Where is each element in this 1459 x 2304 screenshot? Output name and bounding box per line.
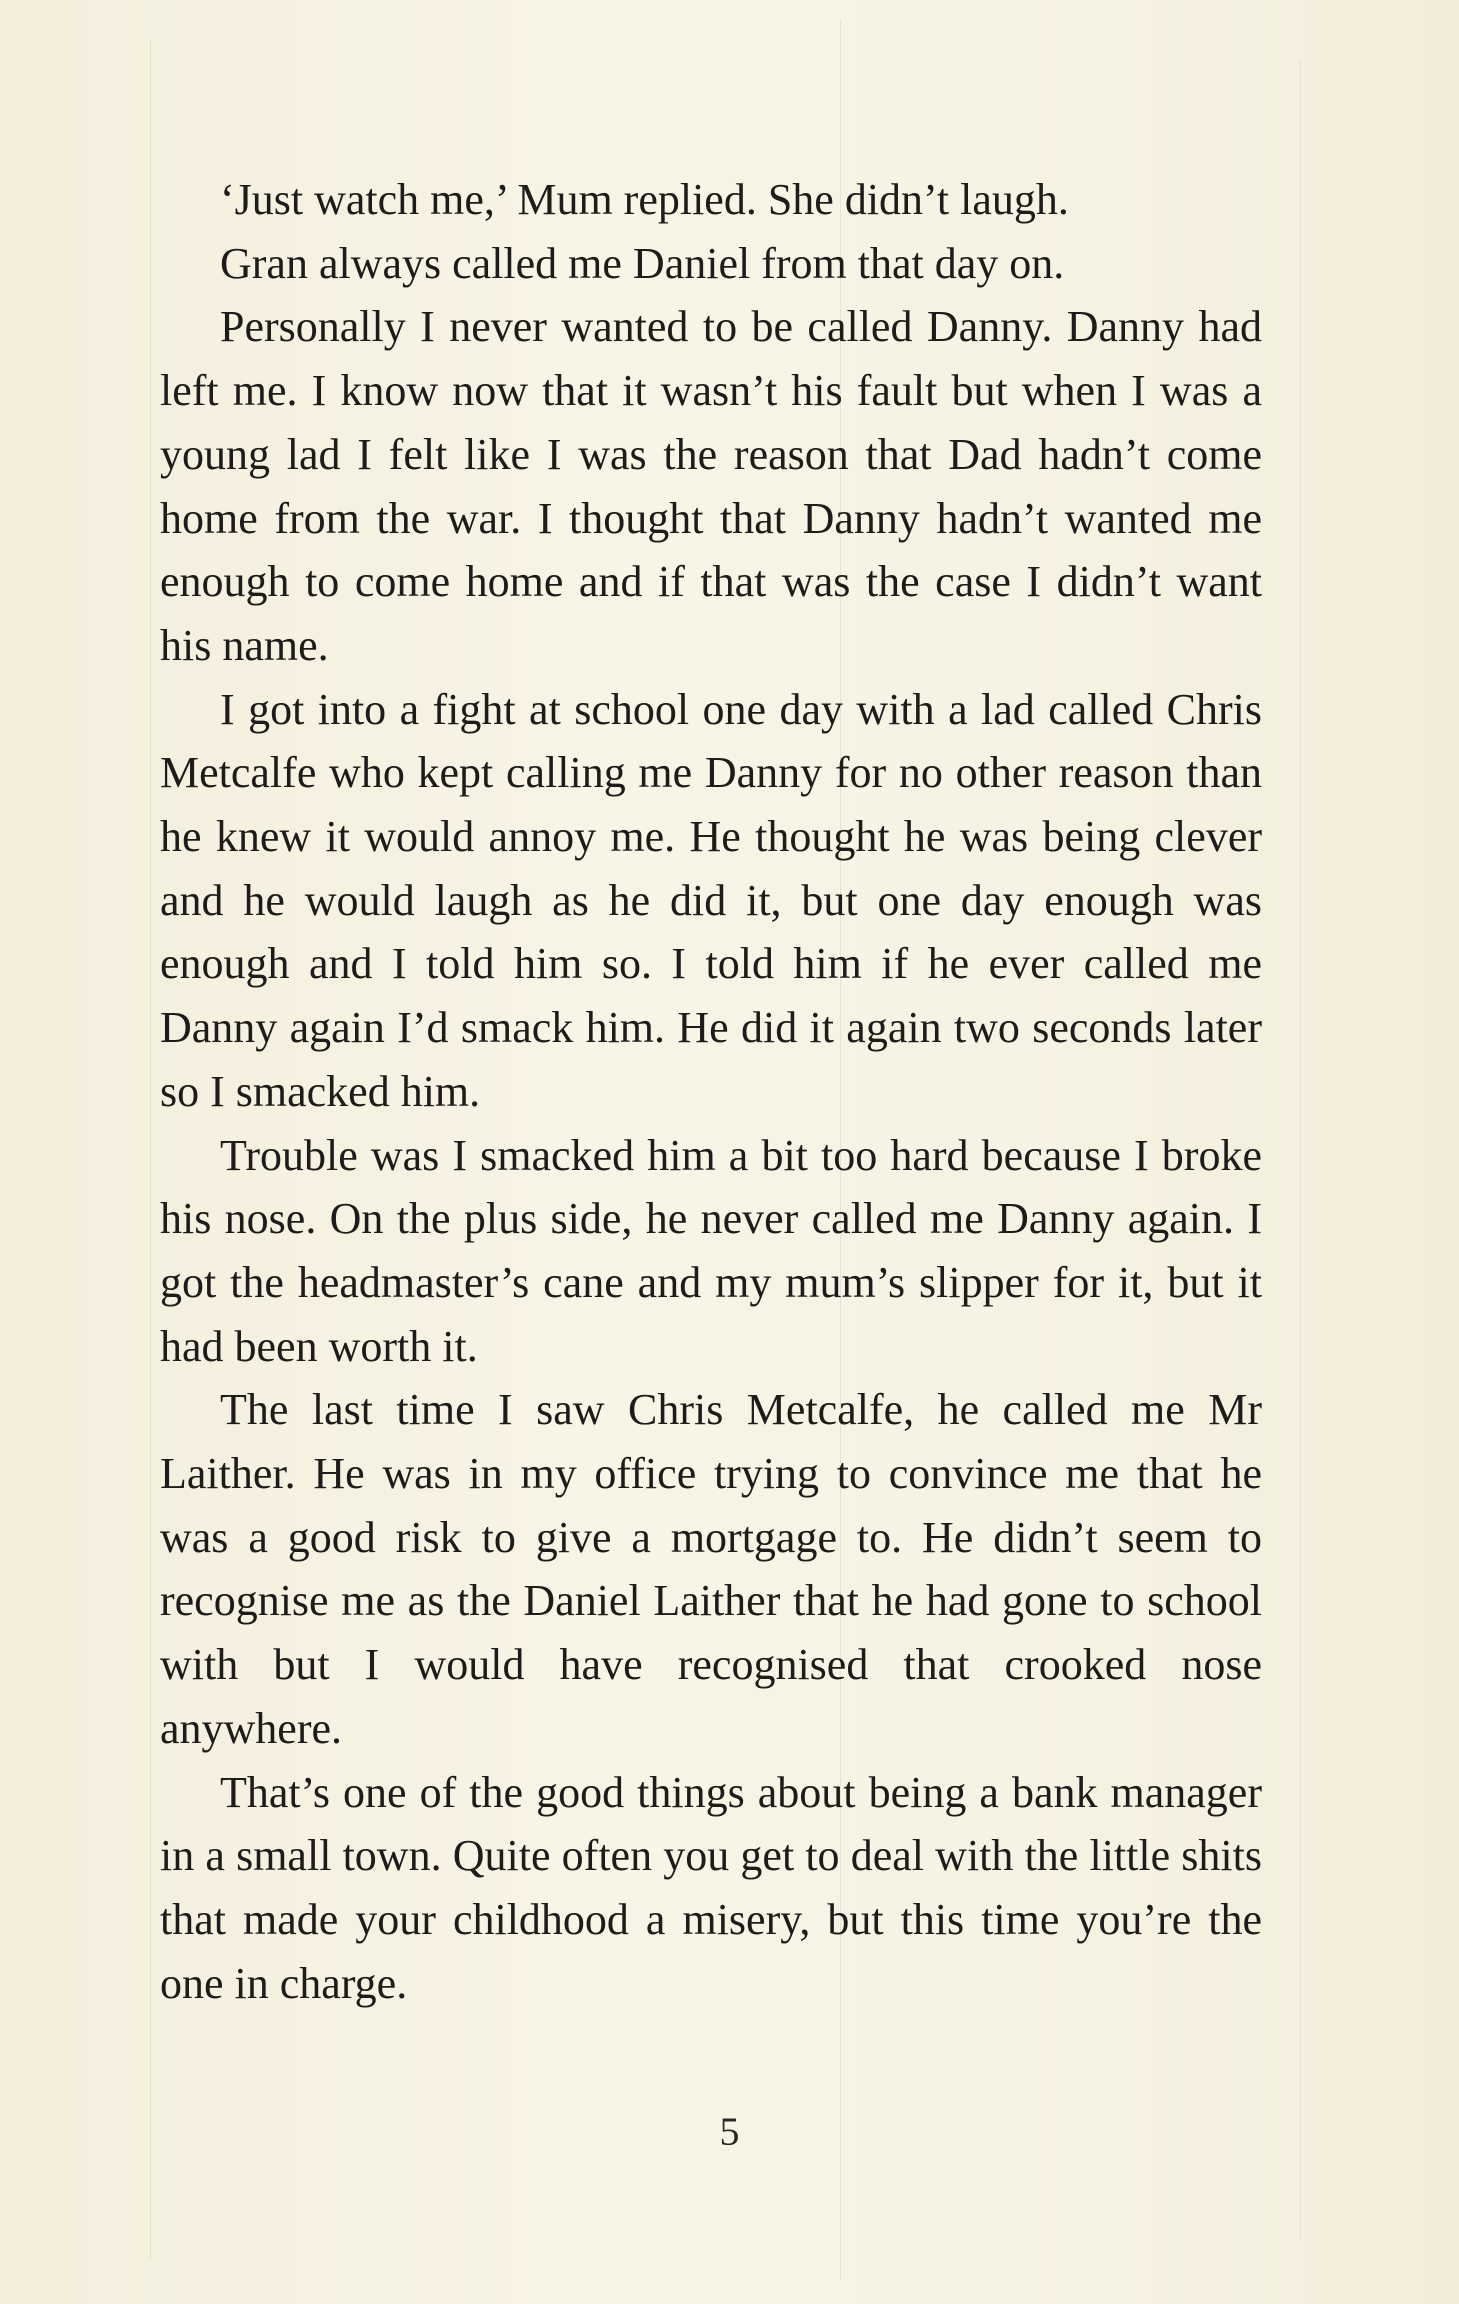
page-crease bbox=[1300, 60, 1301, 2240]
body-text bbox=[160, 168, 1262, 2015]
page-crease bbox=[150, 40, 151, 2260]
paragraph: The last time I saw Chris Metcalfe, he called me Mr Laither. He was in my office trying to convince me that he was a good risk to give a mortgage to. He didn’t seem to recognise me as the Daniel Laither that he had gone to school with but I would have recognised that crooked nose anywhere. bbox=[160, 1385, 1262, 1753]
paragraph: That’s one of the good things about being a bank manager in a small town. Quite often you get to deal with the little shits that made your childhood a misery, but this time you’re the one in charge. bbox=[160, 1767, 1262, 2008]
page-number: 5 bbox=[719, 2109, 740, 2154]
paragraph: Gran always called me Daniel from that day on. bbox=[220, 238, 1065, 288]
paragraph: I got into a fight at school one day with a lad called Chris Metcalfe who kept calling me Danny for no other reason than he knew it would annoy me. He thought he was being clever and he would laugh as he did it, but one day enough was enough and I told him so. I told him if he ever called me Danny again I’d smack him. He did it again two seconds later so I smacked him. bbox=[160, 684, 1262, 1116]
paragraph: ‘Just watch me,’ Mum replied. She didn’t laugh. bbox=[220, 175, 1069, 224]
paragraph: Trouble was I smacked him a bit too hard because I broke his nose. On the plus side, he never called me Danny again. I got the headmaster’s cane and my mum’s slipper for it, but it had been worth it. bbox=[160, 1130, 1262, 1371]
paragraph: Personally I never wanted to be called Danny. Danny had left me. I know now that it wasn’t his fault but when I was a young lad I felt like I was the reason that Dad hadn’t come home from the war. I thought that Danny hadn’t wanted me enough to come home and if that was the case I didn’t want his name. bbox=[160, 302, 1262, 670]
